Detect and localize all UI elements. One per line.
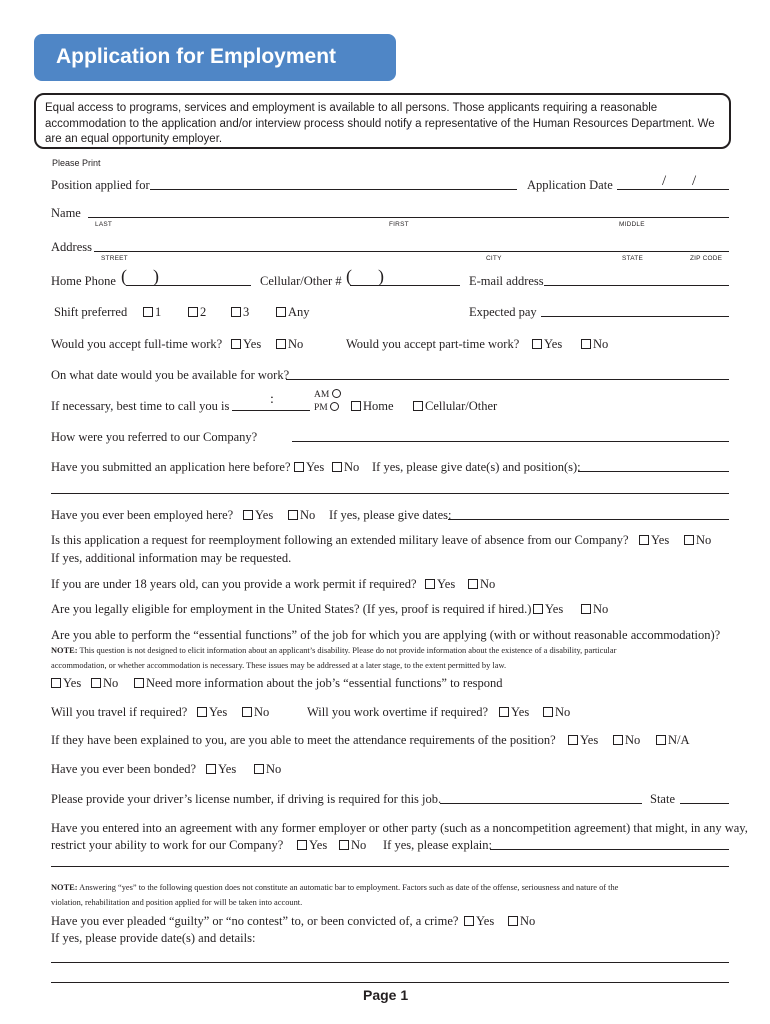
name-middle-caption: MIDDLE [619, 221, 645, 228]
agreement-label-2: restrict your ability to work for our Company? [51, 838, 284, 852]
employed-dates-input[interactable] [448, 519, 729, 520]
agreement-no[interactable]: No [339, 838, 366, 853]
essential-note-1: NOTE: This question is not designed to elicit information about an applicant’s disability. Please do not provide information about the existence of a disability, particular [51, 646, 617, 655]
expected-pay-label: Expected pay [469, 305, 537, 319]
application-date-input[interactable] [617, 189, 729, 190]
attendance-label: If they have been explained to you, are you able to meet the attendance requirements of the position? [51, 733, 556, 747]
permit-no[interactable]: No [468, 577, 495, 592]
submitted-details-input-2[interactable] [51, 493, 729, 494]
shift-option-1[interactable]: 1 [143, 305, 161, 320]
email-label: E-mail address [469, 274, 544, 288]
checkbox-icon[interactable] [91, 678, 101, 688]
available-date-label: On what date would you be available for work? [51, 368, 290, 382]
call-time-input[interactable] [232, 410, 310, 411]
submitted-no[interactable]: No [332, 460, 359, 475]
crime-details-input-2[interactable] [51, 982, 729, 983]
checkbox-icon[interactable] [197, 707, 207, 717]
agreement-explain-input[interactable] [490, 849, 729, 850]
travel-no[interactable]: No [242, 705, 269, 720]
checkbox-icon[interactable] [231, 339, 241, 349]
eligible-yes[interactable]: Yes [533, 602, 563, 617]
employed-yes[interactable]: Yes [243, 508, 273, 523]
page-number: Page 1 [363, 987, 409, 1003]
am-option[interactable]: AM [314, 389, 341, 400]
address-input[interactable] [94, 251, 729, 252]
bonded-label: Have you ever been bonded? [51, 762, 197, 776]
call-time-colon: : [270, 392, 274, 407]
name-first-caption: FIRST [389, 221, 409, 228]
license-state-input[interactable] [680, 803, 729, 804]
radio-icon[interactable] [332, 389, 341, 398]
checkbox-icon[interactable] [134, 678, 144, 688]
cell-area-close: ) [378, 266, 384, 286]
checkbox-icon[interactable] [276, 339, 286, 349]
date-separator: / [692, 173, 697, 189]
military-yes[interactable]: Yes [639, 533, 669, 548]
call-cell-option[interactable]: Cellular/Other [413, 399, 497, 414]
attendance-no[interactable]: No [613, 733, 640, 748]
referred-label: How were you referred to our Company? [51, 430, 258, 444]
essential-label: Are you able to perform the “essential functions” of the job for which you are applying (with or without reasonable accommodation)? [51, 628, 721, 642]
fulltime-yes[interactable]: Yes [231, 337, 261, 352]
attendance-na[interactable]: N/A [656, 733, 690, 748]
essential-note-2: accommodation, or whether accommodation is necessary. These issues may be addressed at a later stage, to the extent permitted by law. [51, 661, 507, 670]
title-banner [34, 34, 396, 81]
crime-yes[interactable]: Yes [464, 914, 494, 929]
crime-label: Have you ever pleaded “guilty” or “no contest” to, or been convicted of, a crime? [51, 914, 459, 928]
essential-no[interactable]: No [91, 676, 118, 691]
checkbox-icon[interactable] [532, 339, 542, 349]
checkbox-icon[interactable] [294, 462, 304, 472]
call-home-option[interactable]: Home [351, 399, 394, 414]
agreement-label-1: Have you entered into an agreement with any former employer or other party (such as a noncompetition agreement) that might, in any way, [51, 821, 748, 835]
pm-option[interactable]: PM [314, 402, 339, 413]
checkbox-icon[interactable] [339, 840, 349, 850]
license-state-label: State [650, 792, 675, 806]
checkbox-icon[interactable] [684, 535, 694, 545]
address-street-caption: STREET [101, 255, 128, 262]
bonded-no[interactable]: No [254, 762, 281, 777]
checkbox-icon[interactable] [639, 535, 649, 545]
home-area-close: ) [153, 266, 159, 286]
name-input[interactable] [88, 217, 729, 218]
checkbox-icon[interactable] [143, 307, 153, 317]
essential-more-info[interactable]: Need more information about the job’s “essential functions” to respond [134, 676, 503, 691]
address-zip-caption: ZIP CODE [690, 255, 723, 262]
checkbox-icon[interactable] [231, 307, 241, 317]
employed-label: Have you ever been employed here? [51, 508, 234, 522]
notice-text: Equal access to programs, services and employment is available to all persons. Those applicants requiring a reasonable accommodation to the application and/or interview process should notify a representative of the Human Resources Department. We are an equal opportunity employer. [45, 102, 715, 145]
checkbox-icon[interactable] [243, 510, 253, 520]
equal-access-notice [34, 93, 731, 149]
checkbox-icon[interactable] [276, 307, 286, 317]
essential-yes[interactable]: Yes [51, 676, 81, 691]
cell-area-open: ( [346, 266, 352, 286]
referred-input[interactable] [292, 441, 729, 442]
checkbox-icon[interactable] [508, 916, 518, 926]
permit-label: If you are under 18 years old, can you provide a work permit if required? [51, 577, 417, 591]
available-date-input[interactable] [286, 379, 729, 380]
checkbox-icon[interactable] [51, 678, 61, 688]
expected-pay-input[interactable] [541, 316, 729, 317]
parttime-no[interactable]: No [581, 337, 608, 352]
employed-followup-label: If yes, please give dates: [329, 508, 452, 522]
crime-no[interactable]: No [508, 914, 535, 929]
military-label: Is this application a request for reemployment following an extended military leave of absence from our Company? [51, 533, 629, 547]
employed-no[interactable]: No [288, 508, 315, 523]
checkbox-icon[interactable] [425, 579, 435, 589]
checkbox-icon[interactable] [188, 307, 198, 317]
shift-label: Shift preferred [54, 305, 128, 319]
page-title: Application for Employment [56, 45, 337, 68]
checkbox-icon[interactable] [543, 707, 553, 717]
submitted-followup-label: If yes, please give date(s) and position(s): [372, 460, 581, 474]
submitted-yes[interactable]: Yes [294, 460, 324, 475]
position-input[interactable] [150, 189, 517, 190]
checkbox-icon[interactable] [656, 735, 666, 745]
travel-label: Will you travel if required? [51, 705, 188, 719]
checkbox-icon[interactable] [351, 401, 361, 411]
eligible-label: Are you legally eligible for employment in the United States? (If yes, proof is required if hired.) [51, 602, 532, 616]
email-input[interactable] [544, 285, 729, 286]
checkbox-icon[interactable] [581, 339, 591, 349]
agreement-yes[interactable]: Yes [297, 838, 327, 853]
please-print-label: Please Print [52, 158, 101, 168]
checkbox-icon[interactable] [254, 764, 264, 774]
checkbox-icon[interactable] [533, 604, 543, 614]
submitted-label: Have you submitted an application here before? [51, 460, 291, 474]
checkbox-icon[interactable] [613, 735, 623, 745]
position-label: Position applied for [51, 178, 150, 192]
military-note: If yes, additional information may be requested. [51, 551, 292, 565]
attendance-yes[interactable]: Yes [568, 733, 598, 748]
checkbox-icon[interactable] [297, 840, 307, 850]
checkbox-icon[interactable] [464, 916, 474, 926]
address-label: Address [51, 240, 92, 254]
travel-yes[interactable]: Yes [197, 705, 227, 720]
submitted-details-input[interactable] [578, 471, 729, 472]
home-phone-label: Home Phone [51, 274, 116, 288]
bonded-yes[interactable]: Yes [206, 762, 236, 777]
shift-option-3[interactable]: 3 [231, 305, 249, 320]
overtime-label: Will you work overtime if required? [307, 705, 489, 719]
checkbox-icon[interactable] [468, 579, 478, 589]
overtime-no[interactable]: No [543, 705, 570, 720]
agreement-explain-input-2[interactable] [51, 866, 729, 867]
checkbox-icon[interactable] [242, 707, 252, 717]
checkbox-icon[interactable] [332, 462, 342, 472]
name-label: Name [51, 206, 81, 220]
shift-option-any[interactable]: Any [276, 305, 310, 320]
address-city-caption: CITY [486, 255, 502, 262]
overtime-yes[interactable]: Yes [499, 705, 529, 720]
shift-option-2[interactable]: 2 [188, 305, 206, 320]
checkbox-icon[interactable] [206, 764, 216, 774]
permit-yes[interactable]: Yes [425, 577, 455, 592]
checkbox-icon[interactable] [581, 604, 591, 614]
license-label: Please provide your driver’s license number, if driving is required for this job. [51, 792, 442, 806]
license-number-input[interactable] [440, 803, 642, 804]
address-state-caption: STATE [622, 255, 643, 262]
crime-details-label: If yes, please provide date(s) and details: [51, 931, 256, 945]
agreement-followup-label: If yes, please explain: [383, 838, 492, 852]
name-last-caption: LAST [95, 221, 113, 228]
parttime-yes[interactable]: Yes [532, 337, 562, 352]
cell-phone-input[interactable] [350, 285, 460, 286]
military-no[interactable]: No [684, 533, 711, 548]
parttime-label: Would you accept part-time work? [346, 337, 520, 351]
crime-details-input-1[interactable] [51, 962, 729, 963]
radio-icon[interactable] [330, 402, 339, 411]
crime-note-2: violation, rehabilitation and position applied for will be taken into account. [51, 898, 303, 907]
date-separator: / [662, 173, 667, 189]
checkbox-icon[interactable] [288, 510, 298, 520]
crime-note-1: NOTE: Answering “yes” to the following question does not constitute an automatic bar to employment. Factors such as date of the offense, seriousness and nature of the [51, 883, 619, 892]
fulltime-label: Would you accept full-time work? [51, 337, 223, 351]
call-time-label: If necessary, best time to call you is [51, 399, 230, 413]
cell-phone-label: Cellular/Other # [260, 274, 342, 288]
checkbox-icon[interactable] [568, 735, 578, 745]
checkbox-icon[interactable] [413, 401, 423, 411]
fulltime-no[interactable]: No [276, 337, 303, 352]
home-area-open: ( [121, 266, 127, 286]
eligible-no[interactable]: No [581, 602, 608, 617]
checkbox-icon[interactable] [499, 707, 509, 717]
home-phone-input[interactable] [126, 285, 251, 286]
application-date-label: Application Date [527, 178, 613, 192]
